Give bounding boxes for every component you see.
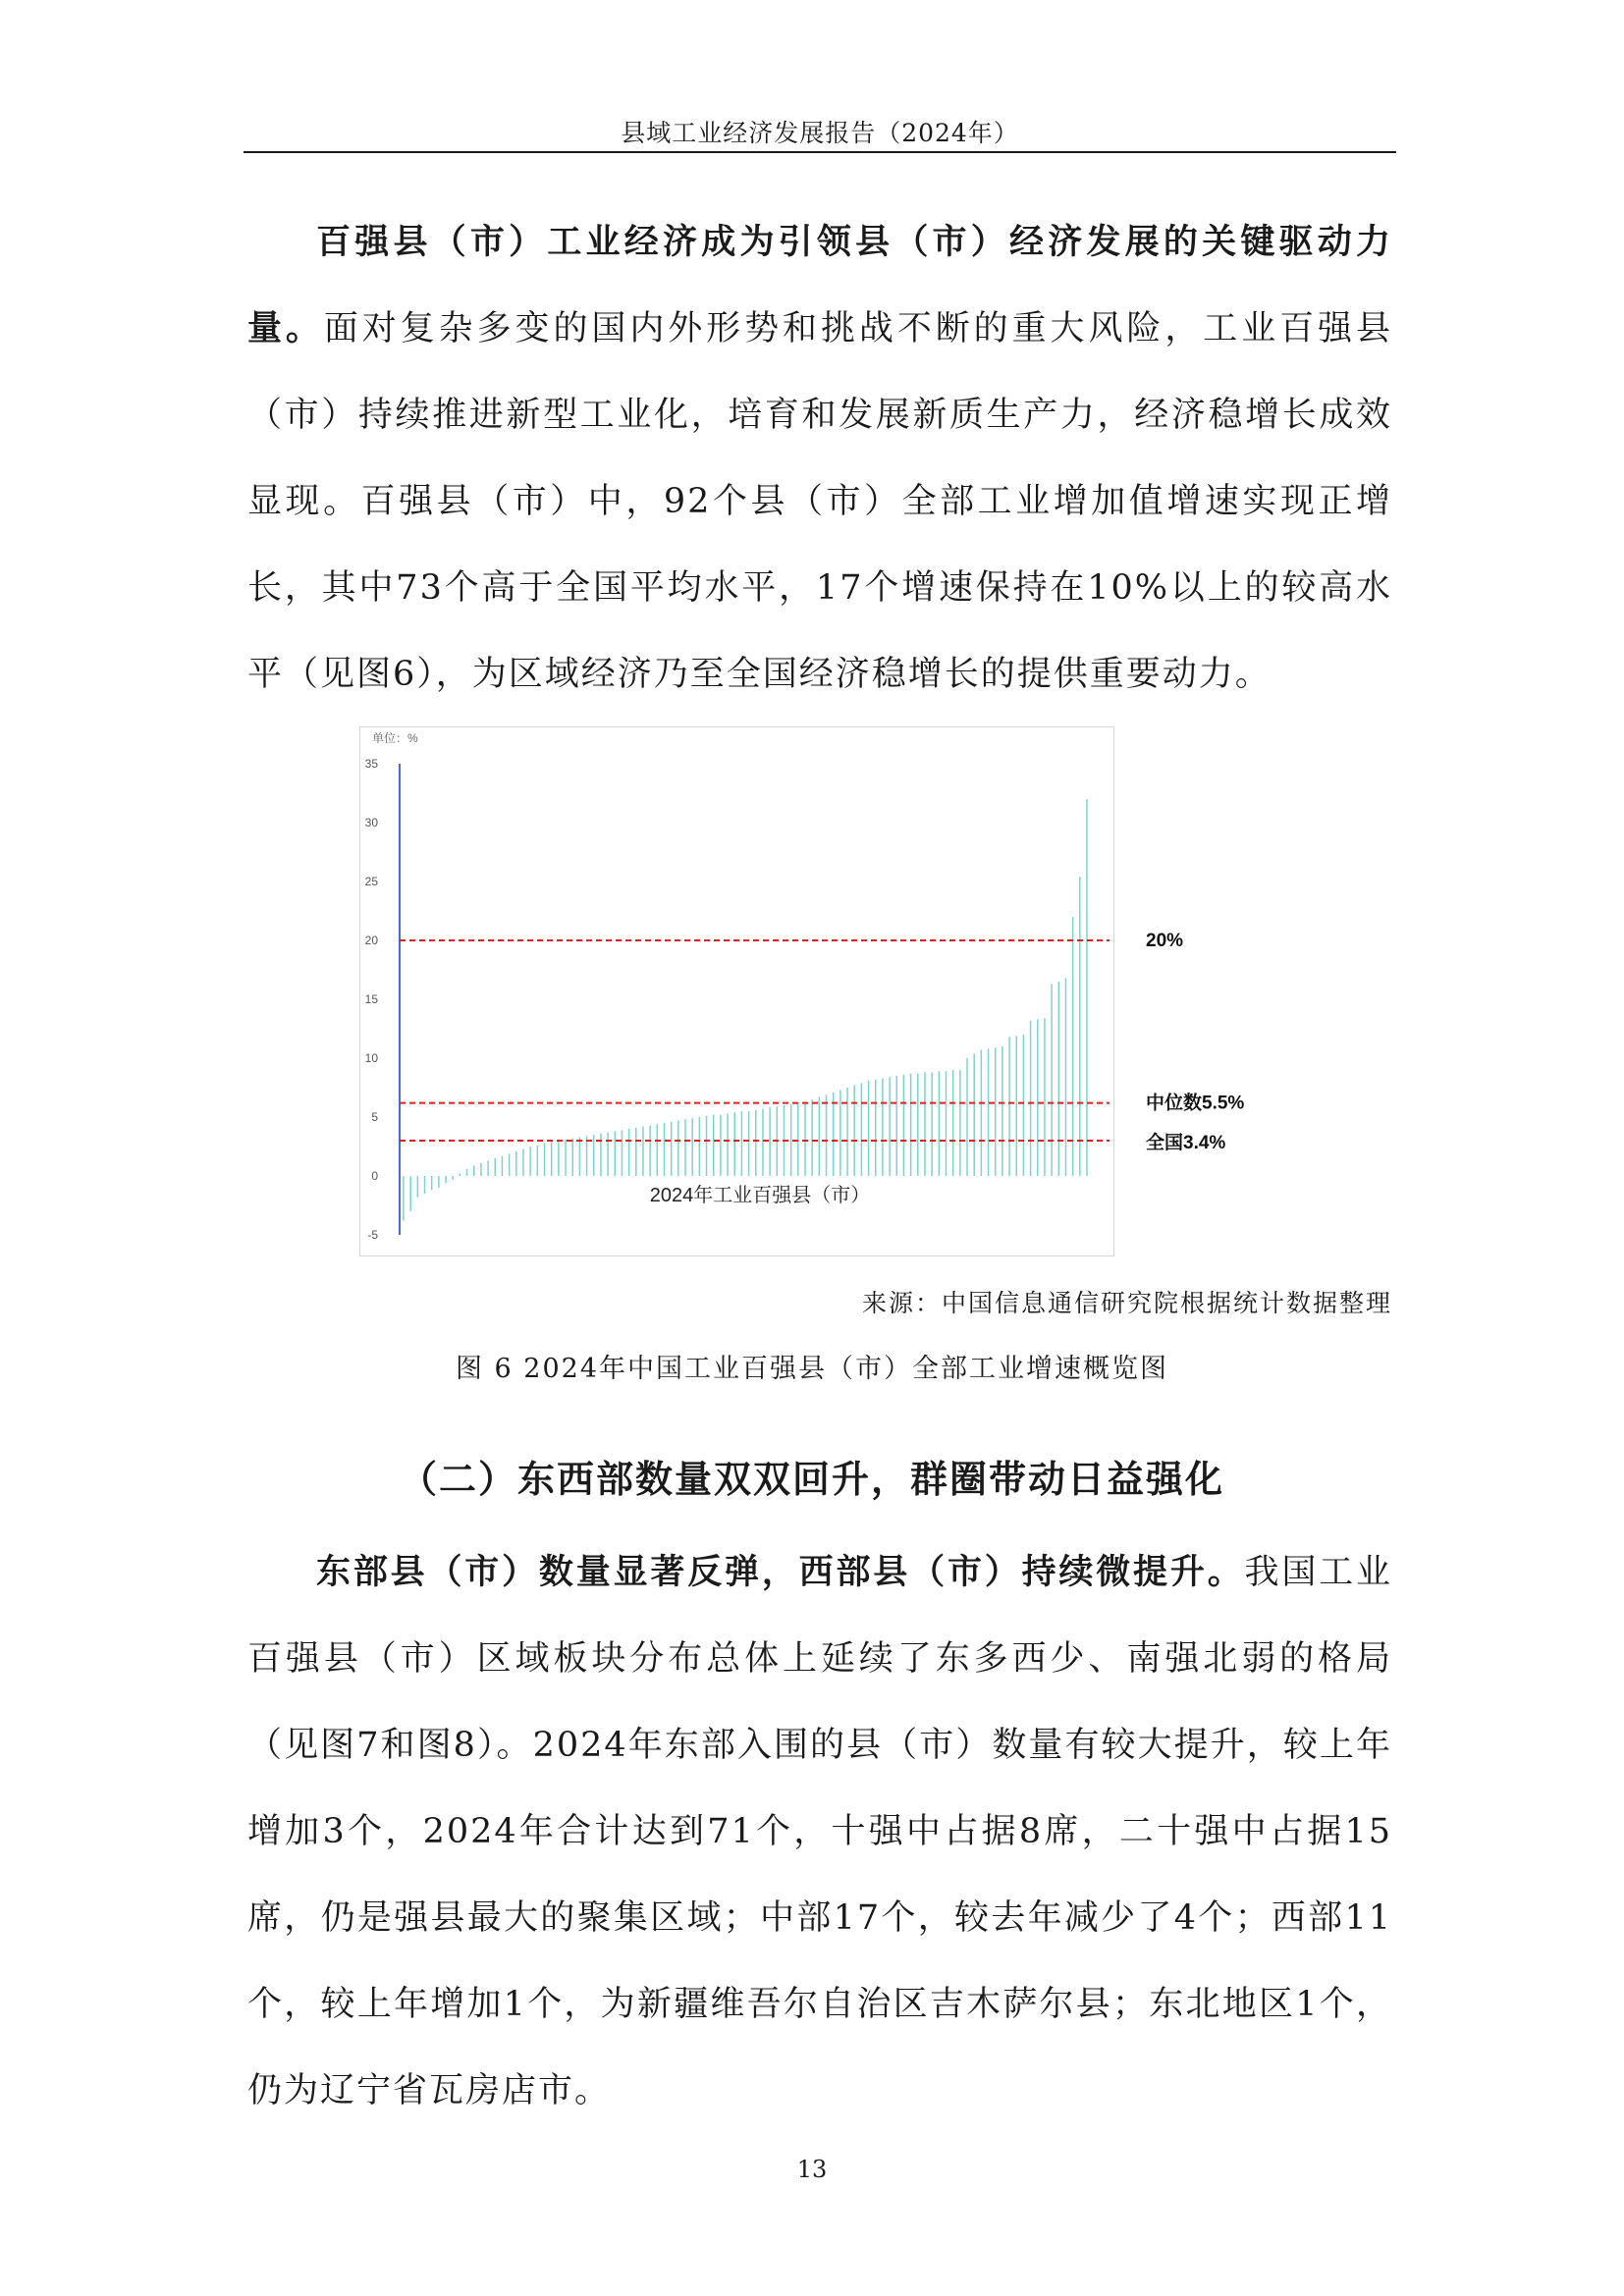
bar bbox=[593, 1135, 595, 1176]
bar bbox=[403, 1176, 405, 1221]
bar bbox=[558, 1141, 560, 1176]
bar bbox=[544, 1143, 546, 1176]
bar bbox=[903, 1075, 905, 1176]
reference-label: 20% bbox=[1146, 931, 1184, 951]
growth-chart-svg bbox=[360, 727, 1244, 1255]
bar bbox=[622, 1130, 623, 1176]
reference-label: 全国3.4% bbox=[1146, 1133, 1226, 1153]
bar bbox=[537, 1146, 539, 1176]
bar bbox=[706, 1116, 708, 1176]
bar bbox=[931, 1072, 933, 1176]
paragraph-1 bbox=[247, 199, 1392, 718]
bar bbox=[826, 1095, 828, 1176]
header-rule bbox=[244, 151, 1396, 153]
bar bbox=[804, 1101, 806, 1176]
bar bbox=[466, 1169, 468, 1176]
bar bbox=[571, 1139, 573, 1176]
bar bbox=[1065, 978, 1067, 1176]
bar bbox=[861, 1083, 863, 1176]
bar bbox=[811, 1099, 813, 1176]
bar bbox=[853, 1086, 855, 1176]
bar bbox=[551, 1142, 553, 1176]
bar bbox=[438, 1176, 440, 1188]
bar bbox=[677, 1121, 679, 1176]
paragraph-2-body: 我国工业百强县（市）区域板块分布总体上延续了东多西少、南强北弱的格局（见图7和图8）。2024年东部入围的县（市）数量有较大提升，较上年增加3个，2024年合计达到71个，十强中占据8席，二十强中占据15席，仍是强县最大的聚集区域；中部17个，较去年减少了4个；西部11个，较上年增加1个，为新疆维吾尔自治区吉木萨尔县；东北地区1个，仍为辽宁省瓦房店市。 bbox=[247, 1553, 1392, 2110]
bar bbox=[1037, 1019, 1039, 1176]
bar bbox=[691, 1118, 693, 1176]
bar bbox=[988, 1048, 990, 1176]
bar bbox=[1001, 1046, 1003, 1176]
bar bbox=[839, 1090, 841, 1176]
bar bbox=[1016, 1036, 1018, 1176]
bar bbox=[748, 1111, 750, 1176]
bar bbox=[642, 1127, 644, 1176]
bar bbox=[896, 1076, 898, 1176]
bar bbox=[917, 1074, 919, 1176]
bar bbox=[762, 1109, 764, 1176]
bar bbox=[699, 1117, 701, 1176]
bar bbox=[819, 1097, 821, 1176]
bar bbox=[615, 1131, 617, 1176]
figure-caption: 图 6 2024年中国工业百强县（市）全部工业增速概览图 bbox=[455, 1354, 1169, 1384]
bar bbox=[502, 1156, 504, 1176]
bar bbox=[445, 1176, 447, 1183]
bar bbox=[755, 1110, 757, 1176]
bar bbox=[509, 1153, 511, 1176]
bar bbox=[495, 1158, 497, 1176]
bar bbox=[959, 1070, 961, 1176]
chart-source: 来源：中国信息通信研究院根据统计数据整理 bbox=[861, 1289, 1392, 1317]
y-tick-label: 30 bbox=[364, 816, 378, 829]
bar bbox=[868, 1081, 870, 1176]
bar bbox=[1008, 1037, 1010, 1176]
bar bbox=[966, 1058, 968, 1176]
bar bbox=[727, 1113, 729, 1176]
bar bbox=[452, 1176, 454, 1180]
section-title: （二）东西部数量双双回升，群圈带动日益强化 bbox=[399, 1458, 1224, 1501]
bar bbox=[649, 1125, 651, 1176]
bar bbox=[720, 1115, 722, 1176]
bar bbox=[952, 1070, 954, 1176]
y-tick-label: 35 bbox=[364, 757, 378, 771]
y-tick-label: 15 bbox=[364, 992, 378, 1006]
bar bbox=[480, 1163, 482, 1176]
bar bbox=[1058, 982, 1060, 1176]
bar bbox=[733, 1112, 735, 1176]
bar bbox=[833, 1093, 835, 1176]
bar bbox=[1044, 1018, 1046, 1176]
bar bbox=[473, 1165, 475, 1176]
bar bbox=[579, 1137, 581, 1176]
bar bbox=[515, 1151, 517, 1176]
bar bbox=[910, 1074, 912, 1176]
paragraph-2 bbox=[247, 1529, 1392, 2134]
reference-label: 中位数5.5% bbox=[1146, 1093, 1245, 1114]
y-tick-label: 5 bbox=[371, 1110, 378, 1124]
bar bbox=[924, 1072, 926, 1176]
bar bbox=[1079, 877, 1081, 1176]
bar bbox=[671, 1122, 673, 1176]
bar bbox=[607, 1133, 609, 1176]
bar bbox=[946, 1071, 947, 1176]
bar bbox=[882, 1078, 884, 1176]
paragraph-1-body: 面对复杂多变的国内外形势和挑战不断的重大风险，工业百强县（市）持续推进新型工业化，培育和发展新质生产力，经济稳增长成效显现。百强县（市）中，92个县（市）全部工业增加值增速实现正增长，其中73个高于全国平均水平，17个增速保持在10%以上的较高水平（见图6），为区域经济乃至全国经济稳增长的提供重要动力。 bbox=[247, 309, 1392, 694]
bar bbox=[846, 1088, 848, 1176]
y-tick-label: 20 bbox=[364, 934, 378, 947]
bar bbox=[769, 1107, 771, 1176]
x-axis-label: 2024年工业百强县（市） bbox=[649, 1185, 871, 1206]
bar bbox=[635, 1128, 637, 1176]
bar bbox=[409, 1176, 411, 1211]
growth-chart bbox=[359, 726, 1245, 1256]
y-tick-label: 25 bbox=[364, 875, 378, 888]
y-tick-label: -5 bbox=[367, 1228, 378, 1242]
y-tick-label: 10 bbox=[364, 1051, 378, 1065]
bar bbox=[790, 1104, 792, 1176]
bar bbox=[741, 1111, 743, 1176]
bar bbox=[460, 1174, 461, 1176]
running-header: 县域工业经济发展报告（2024年） bbox=[621, 119, 1019, 147]
bar bbox=[522, 1148, 524, 1176]
y-tick-label: 0 bbox=[371, 1169, 378, 1183]
bar bbox=[684, 1119, 686, 1176]
bar bbox=[1030, 1021, 1032, 1176]
bar bbox=[981, 1050, 983, 1176]
unit-label: 单位：% bbox=[372, 731, 418, 745]
bar bbox=[1086, 799, 1088, 1176]
bar bbox=[424, 1176, 426, 1194]
bar bbox=[664, 1123, 666, 1176]
bar bbox=[1051, 984, 1053, 1176]
paragraph-2-lead: 东部县（市）数量显著反弹，西部县（市）持续微提升。 bbox=[316, 1553, 1245, 1592]
bar bbox=[713, 1115, 715, 1176]
bar bbox=[565, 1140, 567, 1176]
bar bbox=[431, 1176, 433, 1190]
bar bbox=[875, 1080, 877, 1176]
bar bbox=[657, 1124, 659, 1176]
bar bbox=[417, 1176, 419, 1198]
bar bbox=[487, 1160, 489, 1176]
bar bbox=[797, 1103, 799, 1176]
bar bbox=[889, 1077, 891, 1176]
bar bbox=[628, 1129, 630, 1176]
bar bbox=[1023, 1035, 1025, 1176]
bar bbox=[939, 1071, 941, 1176]
paragraph-1-lead: 百强县（市）工业经济成为引领县（市）经济发展的关键驱动力量。 bbox=[247, 223, 1392, 348]
bar bbox=[586, 1136, 588, 1176]
page-number: 13 bbox=[796, 2156, 828, 2183]
bar bbox=[995, 1047, 997, 1176]
bar bbox=[1072, 917, 1074, 1176]
bar bbox=[973, 1053, 975, 1176]
bar bbox=[529, 1147, 531, 1176]
